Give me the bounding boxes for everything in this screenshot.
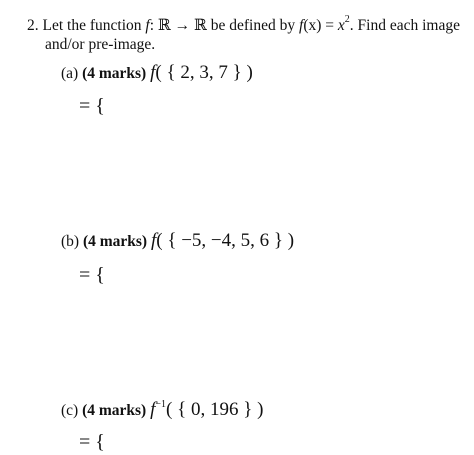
part-c-answer-start: = { xyxy=(79,431,105,453)
question-text-defined: be defined by xyxy=(210,17,296,34)
question-line-2: and/or pre-image. xyxy=(45,36,156,53)
function-name: f xyxy=(145,17,150,34)
part-c-function: f xyxy=(150,399,156,420)
function-rule: $f(x) = x^2$. xyxy=(299,14,354,34)
question-text-intro: Let the function xyxy=(42,17,142,34)
part-c-expression: ( { 0, 196 } ) xyxy=(166,399,264,420)
part-c-marks: (4 marks) xyxy=(82,402,147,419)
question-number: 2. xyxy=(27,17,39,34)
part-c-prompt xyxy=(61,399,263,422)
part-b-answer-start: = { xyxy=(79,264,105,286)
part-a-answer-start: = { xyxy=(79,95,105,117)
part-b-prompt xyxy=(61,230,294,253)
function-mapping: : ℝ → ℝ xyxy=(149,17,207,34)
part-a-function: f xyxy=(150,62,156,83)
part-a-marks: (4 marks) xyxy=(82,65,147,82)
question-line-1 xyxy=(27,16,460,35)
part-a-expression: ( { 2, 3, 7 } ) xyxy=(155,62,253,83)
question-text-instruction: Find each image xyxy=(357,17,460,34)
part-b-expression: ( { −5, −4, 5, 6 } ) xyxy=(156,230,295,251)
part-b-function: f xyxy=(150,230,157,251)
part-c-label: (c) xyxy=(61,402,79,419)
part-c-inverse-exponent: −1 xyxy=(155,399,167,410)
part-a-prompt xyxy=(61,62,253,85)
part-b-label: (b) xyxy=(61,233,80,250)
function-exponent: 2 xyxy=(344,14,350,25)
part-a-label: (a) xyxy=(61,65,79,82)
part-b-marks: (4 marks) xyxy=(82,233,148,250)
